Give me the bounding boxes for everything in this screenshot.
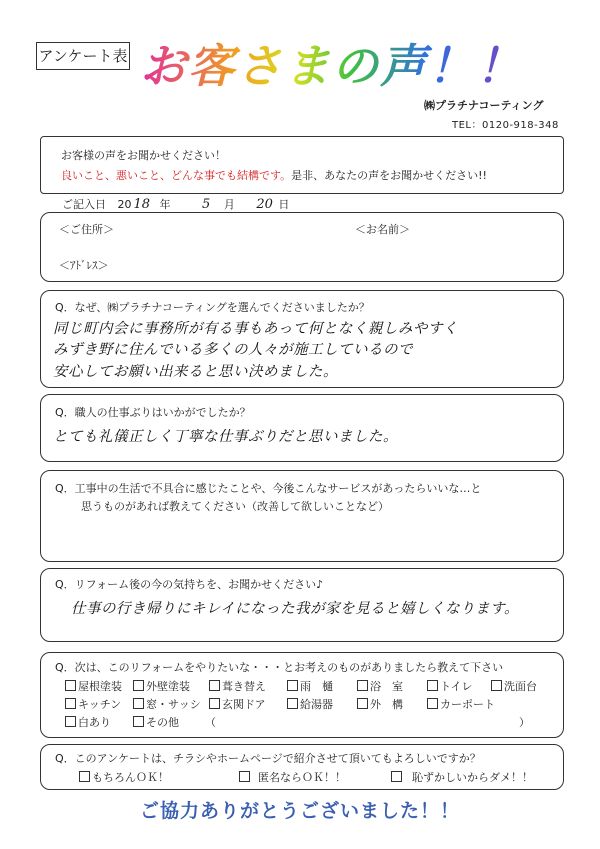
reform-question-label: Q．次は、このリフォームをやりたいな・・・とお考えのものがありましたら教えて下さい bbox=[55, 661, 504, 674]
checkbox-icon bbox=[357, 698, 368, 709]
checkbox-icon bbox=[79, 771, 90, 782]
answer-why-line-3: 安心してお願い出来ると思い決めました。 bbox=[53, 364, 338, 380]
day-value: 20 bbox=[256, 197, 273, 212]
answer-why-line-2: みずき野に住んでいる多くの人々が施工しているので bbox=[53, 342, 413, 358]
month-value: 5 bbox=[202, 197, 211, 212]
survey-tag: アンケート表 bbox=[36, 42, 130, 70]
intro-red-text: 良いこと、悪いこと、どんな事でも結構です。 bbox=[61, 169, 292, 182]
other-open-paren: （ bbox=[205, 716, 216, 729]
date-label: ご記入日 bbox=[62, 198, 106, 211]
checkbox-icon bbox=[209, 680, 220, 691]
answer-why-line-1: 同じ町内会に事務所が有る事もあって何となく親しみやすく bbox=[53, 321, 458, 337]
permission-question-label: Q．このアンケートは、チラシやホームページで紹介させて頂いてもよろしいですか？ bbox=[55, 752, 481, 765]
question-feeling-label: Q．リフォーム後の今の気持ちを、お聞かせください♪ bbox=[55, 578, 324, 591]
page-title: お客さまの声！！ bbox=[140, 36, 524, 96]
question-why-box bbox=[40, 290, 564, 388]
checkbox-icon bbox=[427, 698, 438, 709]
intro-black-text: 是非、あなたの声をお聞かせください!! bbox=[291, 169, 487, 182]
checkbox-icon bbox=[133, 698, 144, 709]
reform-wishlist-box bbox=[40, 652, 564, 738]
checkbox-icon bbox=[65, 680, 76, 691]
reform-option-roof-paint[interactable]: 屋根塗装 bbox=[65, 678, 122, 694]
reform-option-termite[interactable]: 白あり bbox=[65, 714, 111, 730]
checkbox-icon bbox=[491, 680, 502, 691]
company-name: ㈱プラチナコーティング bbox=[424, 99, 544, 112]
day-unit: 日 bbox=[278, 198, 290, 211]
thank-you-message: ご協力ありがとうございました！！ bbox=[139, 800, 460, 822]
other-close-paren: ） bbox=[519, 716, 530, 729]
reform-option-gutter[interactable]: 雨 樋 bbox=[287, 678, 333, 694]
year-unit: 年 bbox=[159, 198, 171, 211]
reform-option-reroof[interactable]: 葺き替え bbox=[209, 678, 266, 694]
reform-option-exterior[interactable]: 外 構 bbox=[357, 696, 403, 712]
reform-option-bathroom[interactable]: 浴 室 bbox=[357, 678, 403, 694]
question-craftsman-box bbox=[40, 394, 564, 462]
checkbox-icon bbox=[209, 698, 220, 709]
intro-banner bbox=[40, 136, 564, 194]
checkbox-icon bbox=[65, 716, 76, 727]
question-why-label: Q．なぜ、㈱プラチナコーティングを選んでくださいましたか？ bbox=[55, 301, 370, 314]
intro-line-1: お客様の声をお聞かせください！ bbox=[61, 149, 226, 162]
checkbox-icon bbox=[287, 698, 298, 709]
question-improvement-label-2: 思うものがあれば教えてください（改善して欲しいことなど） bbox=[81, 500, 389, 513]
name-label: ＜お名前＞ bbox=[355, 223, 410, 236]
checkbox-icon bbox=[133, 716, 144, 727]
permission-option-anonymous[interactable]: 匿名ならＯＫ！！ bbox=[239, 769, 346, 785]
reform-option-toilet[interactable]: トイレ bbox=[427, 678, 472, 694]
checkbox-icon bbox=[357, 680, 368, 691]
reform-option-kitchen[interactable]: キッチン bbox=[65, 696, 121, 712]
reform-option-water-heater[interactable]: 給湯器 bbox=[287, 696, 333, 712]
reform-option-washbasin[interactable]: 洗面台 bbox=[491, 678, 537, 694]
checkbox-icon bbox=[65, 698, 76, 709]
permission-option-no[interactable]: 恥ずかしいからダメ！！ bbox=[391, 769, 533, 785]
permission-box bbox=[40, 744, 564, 790]
entry-date bbox=[62, 196, 289, 212]
checkbox-icon bbox=[239, 771, 250, 782]
question-feeling-box bbox=[40, 568, 564, 642]
question-improvement-box bbox=[40, 470, 564, 562]
month-unit: 月 bbox=[223, 198, 235, 211]
answer-feeling: 仕事の行き帰りにキレイになった我が家を見ると嬉しくなります。 bbox=[71, 601, 519, 617]
reform-option-window[interactable]: 窓・サッシ bbox=[133, 696, 201, 712]
intro-line-2 bbox=[61, 167, 487, 183]
checkbox-icon bbox=[133, 680, 144, 691]
customer-info-box bbox=[40, 212, 564, 282]
year-prefix: 20 bbox=[117, 198, 132, 211]
question-improvement-label: Q．工事中の生活で不具合に感じたことや、今後こんなサービスがあったらいいな…と bbox=[55, 482, 482, 495]
company-tel: TEL：0120-918-348 bbox=[452, 120, 559, 131]
year-value: 18 bbox=[133, 197, 151, 212]
reform-option-other[interactable]: その他 bbox=[133, 714, 179, 730]
reform-option-wall-paint[interactable]: 外壁塗装 bbox=[133, 678, 190, 694]
email-label: ＜ｱﾄﾞﾚｽ＞ bbox=[59, 259, 109, 272]
answer-craftsman: とても礼儀正しく丁寧な仕事ぶりだと思いました。 bbox=[53, 429, 398, 445]
checkbox-icon bbox=[427, 680, 438, 691]
permission-option-ok[interactable]: もちろんＯＫ！ bbox=[79, 769, 169, 785]
address-label: ＜ご住所＞ bbox=[59, 223, 114, 236]
reform-option-entrance-door[interactable]: 玄関ドア bbox=[209, 696, 266, 712]
question-craftsman-label: Q．職人の仕事ぶりはいかがでしたか？ bbox=[55, 406, 251, 419]
checkbox-icon bbox=[287, 680, 298, 691]
reform-option-carport[interactable]: カーポート bbox=[427, 696, 495, 712]
checkbox-icon bbox=[391, 771, 402, 782]
